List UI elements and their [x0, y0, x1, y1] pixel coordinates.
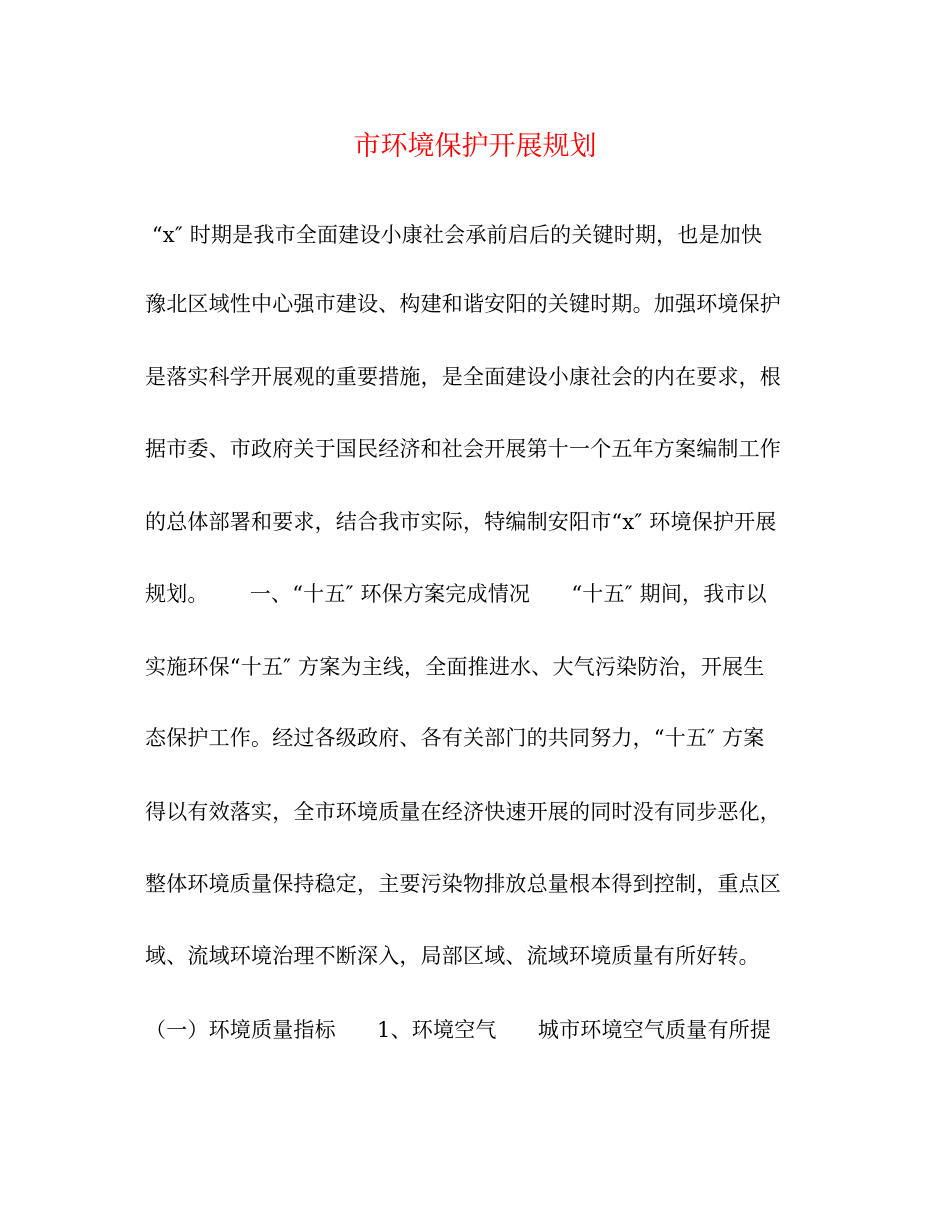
body-text-line: 实施环保“十五″ 方案为主线，全面推进水、大气污染防治，开展生: [145, 655, 765, 679]
document-title: 市环境保护开展规划: [353, 131, 597, 162]
body-text-line: （一）环境质量指标 1、环境空气 城市环境空气质量有所提: [145, 1018, 772, 1042]
body-text-line: 规划。 一、“十五″ 环保方案完成情况 “十五″ 期间，我市以: [145, 582, 767, 606]
body-text-line: 得以有效落实，全市环境质量在经济快速开展的同时没有同步恶化，: [145, 800, 781, 824]
body-text-line: 据市委、市政府关于国民经济和社会开展第十一个五年方案编制工作: [145, 437, 781, 461]
body-text-line: 整体环境质量保持稳定，主要污染物排放总量根本得到控制，重点区: [145, 872, 781, 896]
body-text-line: “x″ 时期是我市全面建设小康社会承前启后的关键时期，也是加快: [145, 223, 763, 247]
body-text-line: 的总体部署和要求，结合我市实际，特编制安阳市“x″ 环境保护开展: [145, 510, 777, 534]
body-text-line: 态保护工作。经过各级政府、各有关部门的共同努力，“十五″ 方案: [145, 726, 765, 750]
body-text-line: 豫北区域性中心强市建设、构建和谐安阳的关键时期。加强环境保护: [145, 292, 781, 316]
body-text-line: 域、流域环境治理不断深入，局部区域、流域环境质量有所好转。: [145, 944, 760, 968]
body-text-line: 是落实科学开展观的重要措施，是全面建设小康社会的内在要求，根: [145, 365, 781, 389]
